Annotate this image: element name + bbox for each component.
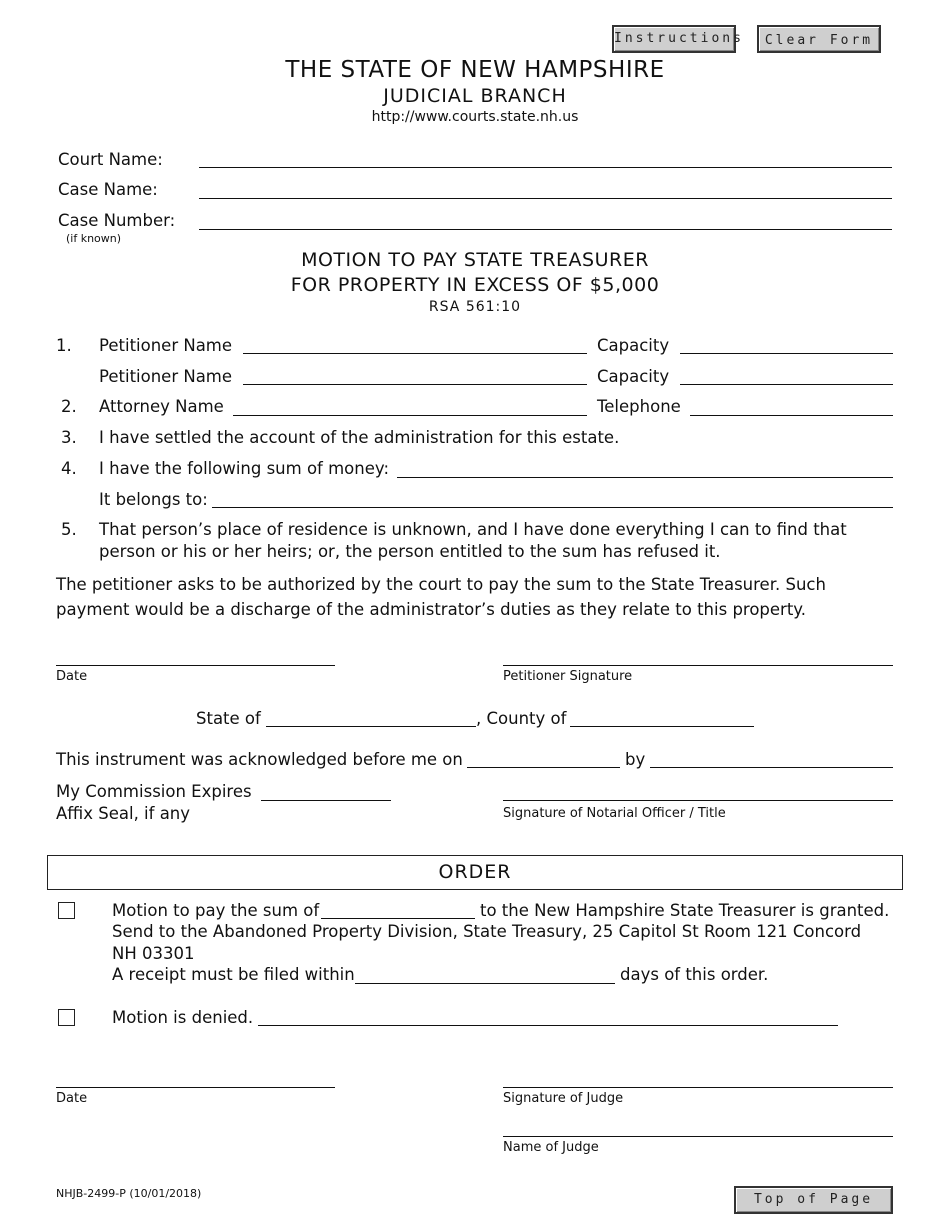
county-of-label: , County of: [476, 709, 567, 728]
case-name-field[interactable]: [199, 198, 892, 199]
capacity-field-2[interactable]: [680, 384, 893, 385]
court-name-field[interactable]: [199, 167, 892, 168]
notary-signature-field[interactable]: [503, 800, 893, 801]
order-date-field[interactable]: [56, 1087, 335, 1088]
granted-checkbox[interactable]: [58, 902, 75, 919]
capacity-field-1[interactable]: [680, 353, 893, 354]
court-name-label: Court Name:: [58, 150, 163, 169]
state-of-field[interactable]: [266, 726, 476, 727]
send-to-line1: Send to the Abandoned Property Division, State Treasury, 25 Capitol St Room 121 Concord: [112, 922, 862, 941]
settled-account-text: I have settled the account of the administration for this estate.: [99, 428, 620, 447]
top-of-page-button[interactable]: Top of Page: [734, 1186, 893, 1214]
petitioner-signature-field[interactable]: [503, 665, 893, 666]
denied-text: Motion is denied.: [112, 1008, 254, 1027]
granted-text-pre: Motion to pay the sum of: [112, 901, 320, 920]
denied-reason-field[interactable]: [258, 1025, 838, 1026]
send-to-line2: NH 03301: [112, 944, 195, 963]
judge-signature-field[interactable]: [503, 1087, 893, 1088]
denied-checkbox[interactable]: [58, 1009, 75, 1026]
commission-expires-label: My Commission Expires: [56, 782, 252, 801]
order-heading: ORDER: [47, 855, 903, 890]
acknowledged-label: This instrument was acknowledged before me on: [56, 750, 463, 769]
motion-title-line1: MOTION TO PAY STATE TREASURER: [301, 249, 649, 271]
attorney-name-label: Attorney Name: [99, 397, 224, 416]
sum-money-field[interactable]: [397, 477, 893, 478]
judge-signature-label: Signature of Judge: [503, 1091, 624, 1106]
petitioner-signature-label: Petitioner Signature: [503, 669, 633, 684]
motion-title-line2: FOR PROPERTY IN EXCESS OF $5,000: [290, 274, 660, 296]
case-number-label: Case Number:: [58, 211, 176, 230]
judge-name-field[interactable]: [503, 1136, 893, 1137]
petitioner-name-label: Petitioner Name: [99, 336, 233, 355]
date-field[interactable]: [56, 665, 335, 666]
granted-text-post: to the New Hampshire State Treasurer is granted.: [480, 901, 890, 920]
petitioner-name-label-2: Petitioner Name: [99, 367, 233, 386]
telephone-field[interactable]: [690, 415, 893, 416]
case-number-field[interactable]: [199, 229, 892, 230]
petitioner-name-field-1[interactable]: [243, 353, 587, 354]
granted-sum-field[interactable]: [321, 918, 475, 919]
residence-text-line2: person or his or her heirs; or, the person entitled to the sum has refused it.: [99, 542, 721, 561]
item-number-3: 3.: [61, 428, 77, 447]
branch-title: JUDICIAL BRANCH: [383, 85, 567, 107]
acknowledged-date-field[interactable]: [467, 767, 620, 768]
item-number-4: 4.: [61, 459, 77, 478]
county-of-field[interactable]: [570, 726, 754, 727]
attorney-name-field[interactable]: [233, 415, 587, 416]
court-url: http://www.courts.state.nh.us: [371, 109, 579, 125]
case-name-label: Case Name:: [58, 180, 158, 199]
order-date-label: Date: [56, 1091, 88, 1106]
capacity-label: Capacity: [597, 336, 670, 355]
state-title: THE STATE OF NEW HAMPSHIRE: [285, 57, 665, 83]
commission-expires-field[interactable]: [261, 800, 391, 801]
clear-form-button[interactable]: Clear Form: [757, 25, 881, 53]
form-id: NHJB-2499-P (10/01/2018): [56, 1187, 202, 1200]
petitioner-name-field-2[interactable]: [243, 384, 587, 385]
sum-money-label: I have the following sum of money:: [99, 459, 390, 478]
petition-text-line2: payment would be a discharge of the administrator’s duties as they relate to this property.: [56, 600, 806, 619]
item-number-5: 5.: [61, 520, 77, 539]
judge-name-label: Name of Judge: [503, 1140, 599, 1155]
state-of-label: State of: [196, 709, 261, 728]
notary-signature-label: Signature of Notarial Officer / Title: [503, 806, 726, 821]
telephone-label: Telephone: [597, 397, 681, 416]
if-known-note: (if known): [66, 232, 122, 245]
acknowledged-by-field[interactable]: [650, 767, 893, 768]
instructions-button[interactable]: Instructions: [612, 25, 736, 53]
receipt-days-field[interactable]: [355, 983, 615, 984]
statute-reference: RSA 561:10: [428, 299, 522, 315]
belongs-to-label: It belongs to:: [99, 490, 208, 509]
affix-seal-label: Affix Seal, if any: [56, 804, 191, 823]
belongs-to-field[interactable]: [212, 507, 893, 508]
item-number-1: 1.: [56, 336, 72, 355]
residence-text-line1: That person’s place of residence is unknown, and I have done everything I can to find that: [99, 520, 847, 539]
item-number-2: 2.: [61, 397, 77, 416]
receipt-text-post: days of this order.: [620, 965, 769, 984]
petition-text-line1: The petitioner asks to be authorized by the court to pay the sum to the State Treasurer. Such: [56, 575, 826, 594]
capacity-label-2: Capacity: [597, 367, 670, 386]
by-label: by: [625, 750, 646, 769]
date-label: Date: [56, 669, 88, 684]
receipt-text-pre: A receipt must be filed within: [112, 965, 355, 984]
